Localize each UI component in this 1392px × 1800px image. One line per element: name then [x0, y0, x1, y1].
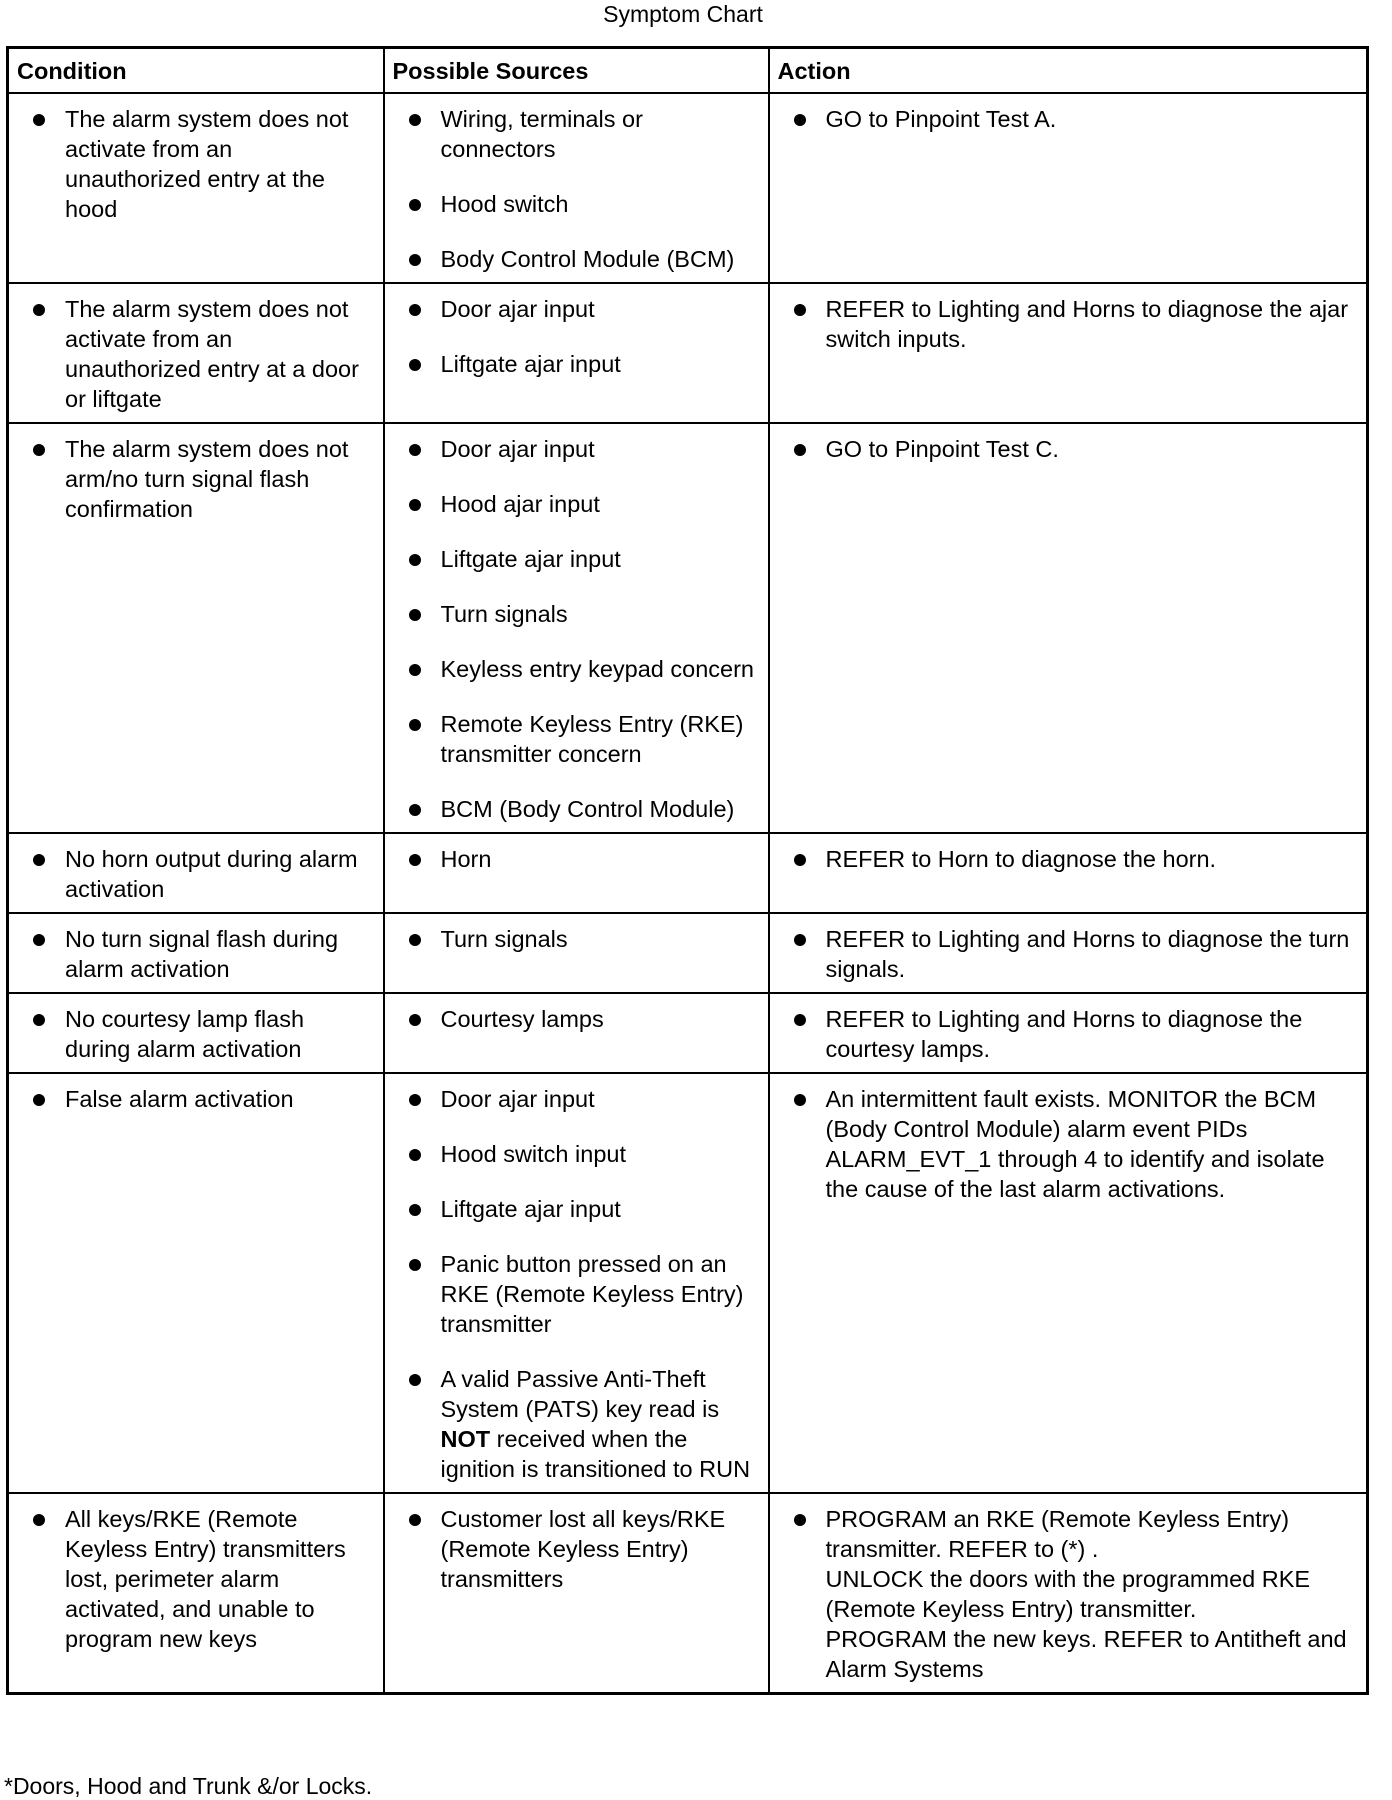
action-cell	[769, 993, 1368, 1073]
action-text: GO to Pinpoint Test A.	[825, 105, 1057, 132]
action-item	[794, 1504, 1355, 1684]
source-item: Door ajar input	[409, 294, 756, 324]
possible-sources-cell	[384, 1073, 769, 1493]
condition-cell	[8, 1493, 384, 1694]
table-header-row	[8, 48, 1368, 93]
footnote: *Doors, Hood and Trunk &/or Locks.	[4, 1773, 373, 1799]
action-cell	[769, 283, 1368, 423]
action-cell	[769, 93, 1368, 283]
source-item: Door ajar input	[409, 434, 756, 464]
emphasis-not: NOT	[440, 1425, 491, 1452]
source-item: BCM (Body Control Module)	[409, 794, 756, 824]
action-text: REFER to Lighting and Horns to diagnose the turn signals.	[825, 925, 1350, 982]
possible-sources-cell	[384, 833, 769, 913]
action-cell	[769, 1073, 1368, 1493]
condition-cell	[8, 423, 384, 833]
action-text: REFER to Lighting and Horns to diagnose the ajar switch inputs.	[825, 295, 1349, 352]
source-item: Keyless entry keypad concern	[409, 654, 756, 684]
action-cell	[769, 1493, 1368, 1694]
table-row	[8, 913, 1368, 993]
source-item: Hood ajar input	[409, 489, 756, 519]
page-title: Symptom Chart	[603, 1, 763, 27]
table-row	[8, 993, 1368, 1073]
symptom-chart-table	[6, 46, 1369, 1695]
table-row	[8, 283, 1368, 423]
condition-text: All keys/RKE (Remote Keyless Entry) transmitters lost, perimeter alarm activated, and unable to program new keys	[33, 1504, 371, 1654]
action-text: UNLOCK the doors with the programmed RKE (Remote Keyless Entry) transmitter.	[825, 1565, 1311, 1622]
table-row	[8, 1493, 1368, 1694]
action-text: GO to Pinpoint Test C.	[825, 435, 1059, 462]
condition-text: False alarm activation	[33, 1084, 371, 1114]
action-text: An intermittent fault exists. MONITOR the BCM (Body Control Module) alarm event PIDs ALARM_EVT_1 through 4 to identify and isolate the cause of the last alarm activations.	[825, 1085, 1325, 1202]
action-item	[794, 104, 1355, 134]
condition-text: The alarm system does not activate from an unauthorized entry at a door or liftgate	[33, 294, 371, 414]
source-item: Hood switch input	[409, 1139, 756, 1169]
source-item: Body Control Module (BCM)	[409, 244, 756, 274]
possible-sources-cell	[384, 1493, 769, 1694]
table-row	[8, 93, 1368, 283]
action-cell	[769, 833, 1368, 913]
source-item: Wiring, terminals or connectors	[409, 104, 756, 164]
action-item	[794, 1004, 1355, 1064]
source-item: Liftgate ajar input	[409, 349, 756, 379]
header-possible-sources: Possible Sources	[384, 48, 769, 93]
possible-sources-cell	[384, 913, 769, 993]
condition-cell	[8, 1073, 384, 1493]
table-body	[8, 93, 1368, 1694]
source-item: Liftgate ajar input	[409, 1194, 756, 1224]
condition-text: The alarm system does not activate from an unauthorized entry at the hood	[33, 104, 371, 224]
source-item: Customer lost all keys/RKE (Remote Keyless Entry) transmitters	[409, 1504, 756, 1594]
action-cell	[769, 423, 1368, 833]
header-condition: Condition	[8, 48, 384, 93]
action-item	[794, 1084, 1355, 1204]
action-text: REFER to Lighting and Horns to diagnose the courtesy lamps.	[825, 1005, 1303, 1062]
table-row	[8, 1073, 1368, 1493]
source-item: Remote Keyless Entry (RKE) transmitter concern	[409, 709, 756, 769]
source-item: Horn	[409, 844, 756, 874]
source-item: Door ajar input	[409, 1084, 756, 1114]
source-item: A valid Passive Anti-Theft System (PATS) key read is NOT received when the ignition is transitioned to RUN	[409, 1364, 756, 1484]
possible-sources-cell	[384, 93, 769, 283]
action-text: PROGRAM an RKE (Remote Keyless Entry) transmitter. REFER to (*) .	[825, 1505, 1290, 1562]
source-item: Turn signals	[409, 924, 756, 954]
action-item	[794, 924, 1355, 984]
possible-sources-cell	[384, 423, 769, 833]
table-row	[8, 833, 1368, 913]
source-item: Courtesy lamps	[409, 1004, 756, 1034]
possible-sources-cell	[384, 993, 769, 1073]
possible-sources-cell	[384, 283, 769, 423]
action-item	[794, 844, 1355, 874]
action-item	[794, 434, 1355, 464]
action-item	[794, 294, 1355, 354]
condition-text: The alarm system does not arm/no turn signal flash confirmation	[33, 434, 371, 524]
source-item: Turn signals	[409, 599, 756, 629]
source-item: Hood switch	[409, 189, 756, 219]
action-text: REFER to Horn to diagnose the horn.	[825, 845, 1217, 872]
condition-text: No courtesy lamp flash during alarm activation	[33, 1004, 371, 1064]
header-action: Action	[769, 48, 1368, 93]
condition-cell	[8, 993, 384, 1073]
condition-cell	[8, 93, 384, 283]
condition-text: No turn signal flash during alarm activation	[33, 924, 371, 984]
condition-cell	[8, 913, 384, 993]
table-row	[8, 423, 1368, 833]
condition-cell	[8, 283, 384, 423]
condition-cell	[8, 833, 384, 913]
source-item: Liftgate ajar input	[409, 544, 756, 574]
condition-text: No horn output during alarm activation	[33, 844, 371, 904]
action-text: PROGRAM the new keys. REFER to Antitheft and Alarm Systems	[825, 1625, 1347, 1682]
source-item: Panic button pressed on an RKE (Remote Keyless Entry) transmitter	[409, 1249, 756, 1339]
action-cell	[769, 913, 1368, 993]
